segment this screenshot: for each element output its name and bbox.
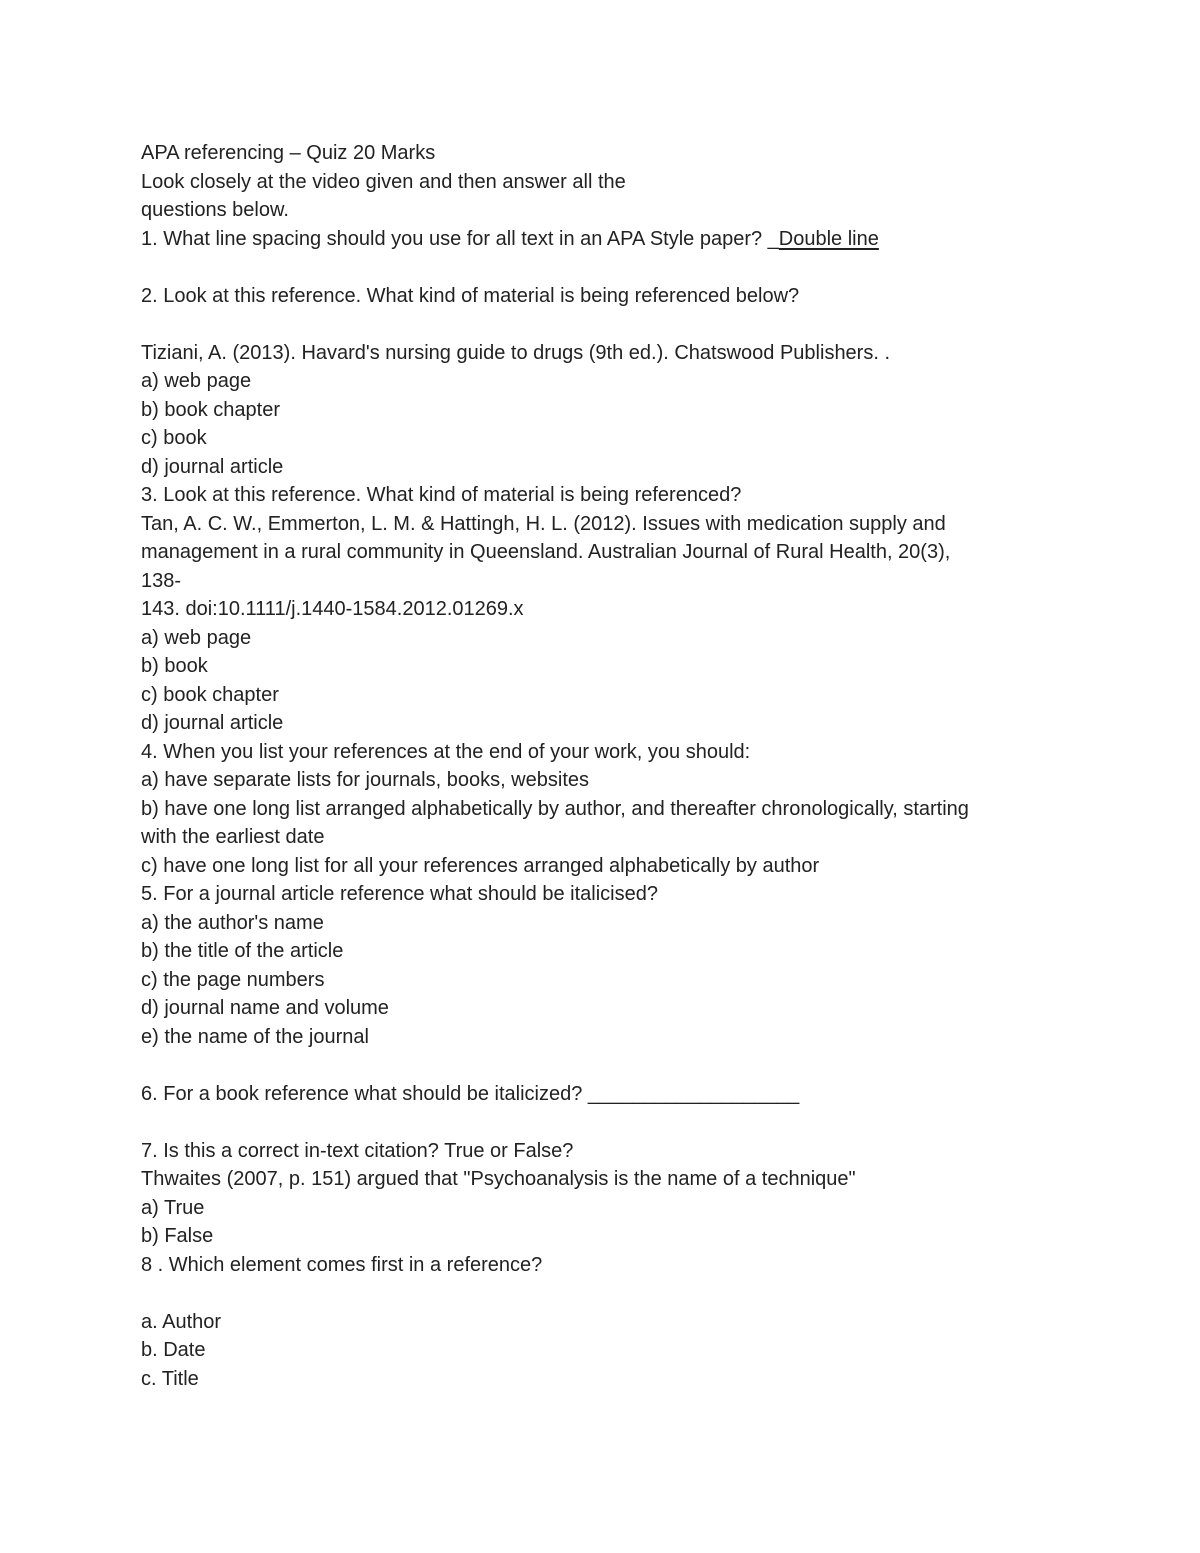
question-3-option: b) book — [141, 655, 208, 677]
question-2-option: c) book — [141, 427, 207, 449]
question-4-option: with the earliest date — [141, 826, 325, 848]
question-7-option: a) True — [141, 1196, 205, 1219]
question-5-option: e) the name of the journal — [141, 1025, 369, 1048]
question-2-prompt: 2. Look at this reference. What kind of material is being referenced below? — [141, 284, 800, 307]
question-5-option: b) the title of the article — [141, 940, 344, 962]
instructions-line: questions below. — [141, 199, 289, 221]
question-2-reference: Tiziani, A. (2013). Havard's nursing guide to drugs (9th ed.). Chatswood Publishers. . — [141, 341, 891, 364]
question-3-option: a) web page — [141, 626, 252, 649]
blank-line — [141, 310, 1141, 339]
blank-line — [141, 253, 1141, 282]
question-4-option: c) have one long list for all your references arranged alphabetically by author — [141, 854, 820, 877]
question-4-prompt: 4. When you list your references at the end of your work, you should: — [141, 740, 751, 763]
question-2-option: d) journal article — [141, 455, 284, 478]
question-3-reference: management in a rural community in Queensland. Australian Journal of Rural Health, 20(3), — [141, 541, 951, 563]
question-3-prompt: 3. Look at this reference. What kind of material is being referenced? — [141, 484, 742, 506]
question-7-option: b) False — [141, 1225, 214, 1247]
blank-line — [141, 1279, 1141, 1308]
question-3-option: d) journal article — [141, 712, 284, 734]
question-8-option: b. Date — [141, 1339, 206, 1361]
question-8-option: a. Author — [141, 1310, 222, 1333]
question-4-option: b) have one long list arranged alphabetically by author, and thereafter chronologically, starting — [141, 797, 969, 820]
document-title: APA referencing – Quiz 20 Marks — [141, 142, 436, 164]
question-8-prompt: 8 . Which element comes first in a reference? — [141, 1253, 543, 1276]
question-3-option: c) book chapter — [141, 683, 279, 706]
question-2-option: a) web page — [141, 370, 252, 392]
question-5-prompt: 5. For a journal article reference what should be italicised? — [141, 883, 658, 905]
question-1-answer: Double line — [778, 227, 879, 250]
instructions-line: Look closely at the video given and then answer all the — [141, 170, 626, 193]
question-7-prompt: 7. Is this a correct in-text citation? True or False? — [141, 1139, 574, 1162]
question-3-reference: 138- — [141, 569, 182, 592]
question-1 — [141, 225, 1141, 254]
question-4-option: a) have separate lists for journals, books, websites — [141, 769, 589, 791]
question-3-reference: 143. doi:10.1111/j.1440-1584.2012.01269.x — [141, 598, 524, 620]
blank-line — [141, 1108, 1141, 1137]
question-8-option: c. Title — [141, 1367, 199, 1390]
question-3-reference: Tan, A. C. W., Emmerton, L. M. & Hattingh, H. L. (2012). Issues with medication supply and — [141, 512, 946, 535]
question-5-option: d) journal name and volume — [141, 997, 389, 1019]
question-6-prompt: 6. For a book reference what should be italicized? ___________________ — [141, 1082, 800, 1105]
document-page — [141, 139, 1141, 1393]
question-5-option: c) the page numbers — [141, 968, 325, 991]
question-5-option: a) the author's name — [141, 911, 324, 934]
blank-line — [141, 1051, 1141, 1080]
question-2-option: b) book chapter — [141, 398, 280, 421]
question-7-citation: Thwaites (2007, p. 151) argued that "Psychoanalysis is the name of a technique" — [141, 1168, 856, 1190]
question-1-prompt: 1. What line spacing should you use for all text in an APA Style paper? _ — [141, 227, 779, 250]
